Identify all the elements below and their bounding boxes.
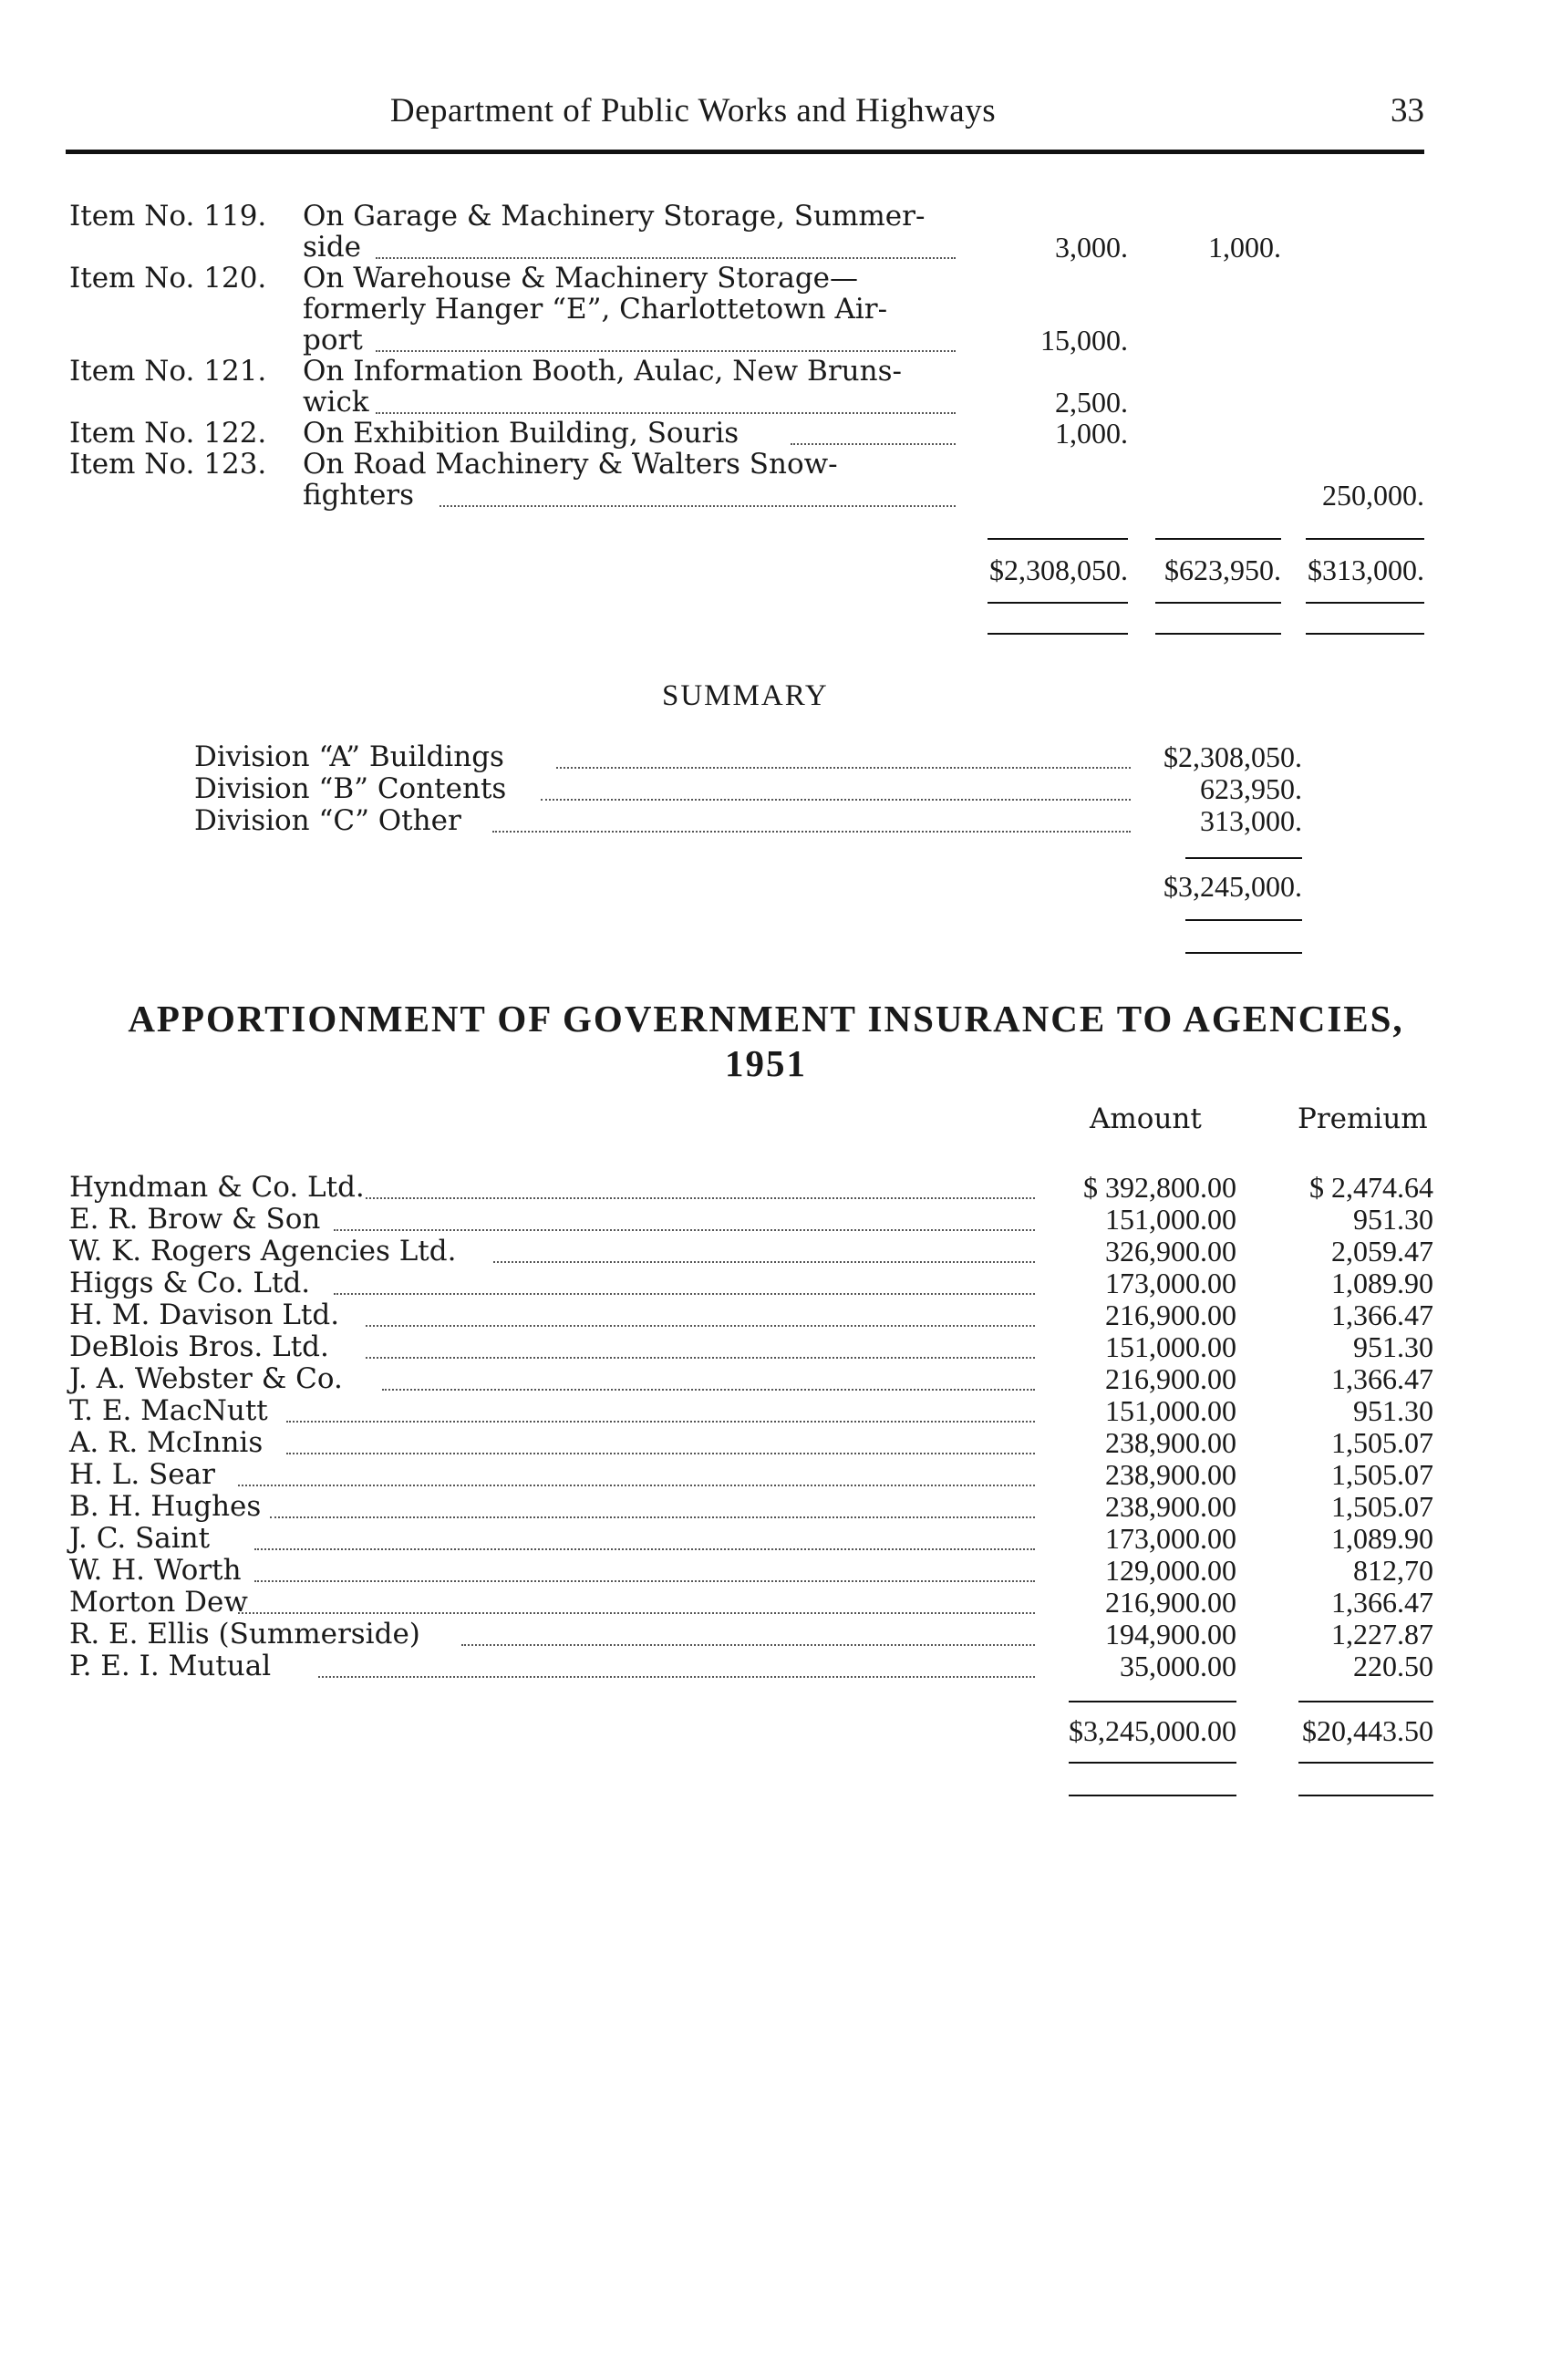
agency-amount: 151,000.00 [1105, 1203, 1236, 1236]
col-a-total: $2,308,050. [989, 554, 1128, 586]
agency-premium: 951.30 [1353, 1394, 1433, 1427]
col-a-total-rule-top [988, 538, 1128, 540]
agency-name: H. M. Davison Ltd. [69, 1299, 340, 1331]
dot-leader [541, 799, 1131, 801]
agency-name: W. K. Rogers Agencies Ltd. [69, 1235, 457, 1268]
column-header-premium: Premium [1298, 1102, 1428, 1135]
agency-premium: 951.30 [1353, 1330, 1433, 1363]
column-header-amount: Amount [1090, 1102, 1202, 1135]
agency-name: Morton Dew [69, 1586, 248, 1619]
agency-name: E. R. Brow & Son [69, 1203, 321, 1236]
agency-name: DeBlois Bros. Ltd. [69, 1330, 329, 1363]
col-b-total: $623,950. [1164, 554, 1281, 586]
agency-premium: 812,70 [1353, 1554, 1433, 1587]
summary-total-rule-top [1185, 857, 1302, 859]
summary-row-label: Division “C” Other [194, 804, 461, 837]
premium-total-rule-mid [1298, 1762, 1433, 1764]
item-description-line: fighters [303, 479, 415, 512]
agency-amount: 238,900.00 [1105, 1490, 1236, 1523]
dot-leader [238, 1485, 1035, 1486]
agency-premium: 1,366.47 [1331, 1299, 1433, 1331]
agency-premium: 951.30 [1353, 1203, 1433, 1236]
agency-premium: 1,366.47 [1331, 1586, 1433, 1619]
header-rule [66, 150, 1424, 154]
item-label: Item No. 122. [69, 417, 267, 450]
agency-name: P. E. I. Mutual [69, 1650, 272, 1682]
amount-total-rule-mid [1069, 1762, 1236, 1764]
col-b-total-rule-mid [1155, 602, 1281, 604]
premium-total-rule-bottom [1298, 1795, 1433, 1796]
amount-total-rule-bottom [1069, 1795, 1236, 1796]
agency-amount: 238,900.00 [1105, 1458, 1236, 1491]
agency-amount: 151,000.00 [1105, 1394, 1236, 1427]
dot-leader [440, 505, 956, 507]
item-label: Item No. 120. [69, 262, 267, 295]
dot-leader [556, 767, 1131, 769]
summary-row-value: 313,000. [1200, 804, 1302, 837]
agency-amount: 216,900.00 [1105, 1299, 1236, 1331]
summary-total: $3,245,000. [1164, 870, 1302, 903]
item-value-a: 3,000. [1055, 231, 1128, 264]
item-value-a: 15,000. [1040, 324, 1128, 357]
dot-leader [318, 1676, 1035, 1678]
agency-premium: $ 2,474.64 [1309, 1171, 1433, 1204]
dot-leader [382, 1389, 1035, 1391]
agency-name: Hyndman & Co. Ltd. [69, 1171, 365, 1204]
dot-leader [493, 1261, 1035, 1263]
agency-amount: $ 392,800.00 [1083, 1171, 1236, 1204]
item-description-line: On Garage & Machinery Storage, Summer- [303, 200, 926, 233]
dot-leader [334, 1293, 1035, 1295]
agency-amount: 151,000.00 [1105, 1330, 1236, 1363]
col-c-total: $313,000. [1308, 554, 1424, 586]
apportionment-title-line2: 1951 [725, 1042, 807, 1084]
agency-premium: 2,059.47 [1331, 1235, 1433, 1268]
item-description-line: On Road Machinery & Walters Snow- [303, 448, 838, 481]
dot-leader [270, 1516, 1035, 1518]
col-c-total-rule-top [1306, 538, 1424, 540]
col-a-total-rule-bottom [988, 633, 1128, 635]
item-description-line: port [303, 324, 363, 357]
dot-leader [791, 443, 956, 445]
agency-name: Higgs & Co. Ltd. [69, 1267, 311, 1299]
agency-name: R. E. Ellis (Summerside) [69, 1618, 420, 1650]
dot-leader [376, 257, 956, 259]
dot-leader [366, 1357, 1035, 1359]
dot-leader [461, 1644, 1035, 1646]
item-value-c: 250,000. [1322, 479, 1424, 512]
item-value-a: 2,500. [1055, 386, 1128, 419]
premium-total: $20,443.50 [1302, 1714, 1433, 1747]
dot-leader [492, 831, 1131, 833]
premium-total-rule-top [1298, 1701, 1433, 1702]
dot-leader [366, 1325, 1035, 1327]
agency-premium: 220.50 [1353, 1650, 1433, 1682]
dot-leader [254, 1548, 1035, 1550]
item-description-line: On Information Booth, Aulac, New Bruns- [303, 355, 902, 388]
agency-amount: 216,900.00 [1105, 1362, 1236, 1395]
agency-name: A. R. McInnis [69, 1426, 264, 1459]
page-number: 33 [1391, 92, 1424, 129]
amount-total-rule-top [1069, 1701, 1236, 1702]
item-description-line: formerly Hanger “E”, Charlottetown Air- [303, 293, 888, 326]
agency-premium: 1,505.07 [1331, 1458, 1433, 1491]
summary-row-label: Division “A” Buildings [194, 740, 504, 773]
dot-leader [254, 1580, 1035, 1582]
agency-premium: 1,366.47 [1331, 1362, 1433, 1395]
agency-premium: 1,089.90 [1331, 1267, 1433, 1299]
agency-name: W. H. Worth [69, 1554, 242, 1587]
agency-name: J. A. Webster & Co. [69, 1362, 343, 1395]
item-description-line: On Warehouse & Machinery Storage— [303, 262, 859, 295]
item-label: Item No. 123. [69, 448, 267, 481]
dot-leader [334, 1229, 1035, 1231]
item-label: Item No. 119. [69, 200, 267, 233]
item-value-a: 1,000. [1055, 417, 1128, 450]
col-b-total-rule-top [1155, 538, 1281, 540]
summary-row-value: $2,308,050. [1164, 740, 1302, 773]
col-c-total-rule-bottom [1306, 633, 1424, 635]
item-description-line: On Exhibition Building, Souris [303, 417, 739, 450]
agency-premium: 1,227.87 [1331, 1618, 1433, 1650]
item-value-b: 1,000. [1208, 231, 1281, 264]
dot-leader [286, 1421, 1035, 1423]
page-header-title: Department of Public Works and Highways [389, 92, 997, 129]
item-description-line: wick [303, 386, 369, 419]
dot-leader [286, 1453, 1035, 1454]
agency-premium: 1,089.90 [1331, 1522, 1433, 1555]
item-description-line: side [303, 231, 362, 264]
agency-premium: 1,505.07 [1331, 1426, 1433, 1459]
summary-total-rule-mid [1185, 919, 1302, 921]
col-c-total-rule-mid [1306, 602, 1424, 604]
summary-row-label: Division “B” Contents [194, 772, 507, 805]
agency-name: J. C. Saint [69, 1522, 211, 1555]
agency-amount: 194,900.00 [1105, 1618, 1236, 1650]
summary-total-rule-bottom [1185, 952, 1302, 954]
agency-premium: 1,505.07 [1331, 1490, 1433, 1523]
agency-amount: 326,900.00 [1105, 1235, 1236, 1268]
agency-name: H. L. Sear [69, 1458, 215, 1491]
agency-amount: 173,000.00 [1105, 1267, 1236, 1299]
apportionment-title-line1: APPORTIONMENT OF GOVERNMENT INSURANCE TO AGENCIES, [128, 998, 1404, 1040]
agency-amount: 238,900.00 [1105, 1426, 1236, 1459]
dot-leader [376, 412, 956, 414]
dot-leader [238, 1612, 1035, 1614]
agency-amount: 129,000.00 [1105, 1554, 1236, 1587]
agency-name: T. E. MacNutt [69, 1394, 268, 1427]
dot-leader [376, 350, 956, 352]
item-label: Item No. 121. [69, 355, 267, 388]
summary-heading: SUMMARY [662, 679, 829, 712]
agency-name: B. H. Hughes [69, 1490, 262, 1523]
agency-amount: 216,900.00 [1105, 1586, 1236, 1619]
col-a-total-rule-mid [988, 602, 1128, 604]
summary-row-value: 623,950. [1200, 772, 1302, 805]
agency-amount: 35,000.00 [1120, 1650, 1236, 1682]
amount-total: $3,245,000.00 [1069, 1714, 1236, 1747]
col-b-total-rule-bottom [1155, 633, 1281, 635]
dot-leader [366, 1197, 1035, 1199]
agency-amount: 173,000.00 [1105, 1522, 1236, 1555]
